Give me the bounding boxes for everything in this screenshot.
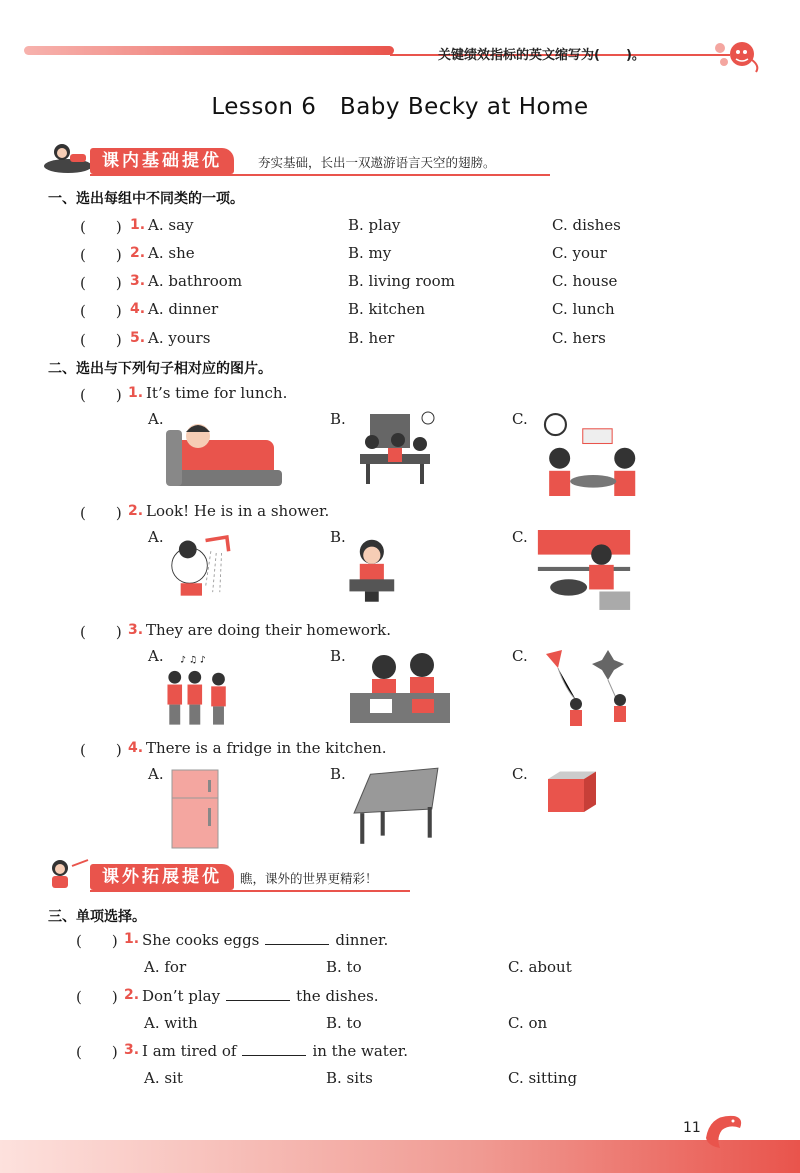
question-number: 3. <box>130 273 146 289</box>
answer-blank[interactable]: ( ) <box>76 1043 118 1061</box>
answer-blank[interactable]: ( ) <box>80 246 122 264</box>
option-b: B. kitchen <box>348 300 426 318</box>
sentence-end: the dishes. <box>296 987 379 1005</box>
question-number: 2. <box>128 503 144 519</box>
sentence-start: Don’t play <box>142 987 221 1005</box>
footer-band <box>0 1140 800 1173</box>
part2-heading: 二、选出与下列句子相对应的图片。 <box>48 361 272 377</box>
question-number: 2. <box>124 987 140 1003</box>
option-a-label: A. <box>148 410 164 428</box>
section-underline <box>90 174 550 176</box>
kid-mascot-icon <box>42 856 94 892</box>
dolphin-icon <box>700 1108 748 1152</box>
option-a: A. dinner <box>148 300 219 318</box>
part1-heading: 一、选出每组中不同类的一项。 <box>48 191 244 207</box>
option-b-label: B. <box>330 765 346 783</box>
sentence-start: She cooks eggs <box>142 931 260 949</box>
kids-eating-lunch-picture[interactable] <box>540 412 636 496</box>
box-picture[interactable] <box>536 770 608 830</box>
answer-blank[interactable]: ( ) <box>80 331 122 349</box>
family-dinner-picture[interactable] <box>350 408 440 492</box>
answer-blank[interactable]: ( ) <box>80 274 122 292</box>
option-b-label: B. <box>330 528 346 546</box>
question-sentence: It’s time for lunch. <box>146 384 288 402</box>
kids-flying-kites-picture[interactable] <box>536 650 640 730</box>
question-number: 1. <box>128 385 144 401</box>
answer-blank[interactable]: ( ) <box>80 504 122 522</box>
option-b-label: B. <box>330 410 346 428</box>
question-sentence <box>142 1041 408 1060</box>
option-b: B. to <box>326 1014 362 1032</box>
option-b: B. play <box>348 216 401 234</box>
answer-blank[interactable]: ( ) <box>80 302 122 320</box>
kid-mascot-icon <box>42 140 94 176</box>
option-b: B. to <box>326 958 362 976</box>
option-c: C. on <box>508 1014 548 1032</box>
fridge-picture[interactable] <box>168 766 224 850</box>
boy-in-bed-picture[interactable] <box>166 408 286 492</box>
header-band <box>24 46 394 55</box>
question-number: 4. <box>128 740 144 756</box>
option-a-label: A. <box>148 647 164 665</box>
sentence-end: dinner. <box>335 931 389 949</box>
option-c: C. sitting <box>508 1069 578 1087</box>
answer-blank[interactable]: ( ) <box>80 623 122 641</box>
section-motto-extend: 瞧，课外的世界更精彩！ <box>240 871 378 886</box>
kids-homework-picture[interactable] <box>350 648 454 730</box>
section-banner-extend <box>42 864 422 892</box>
page-number: 11 <box>683 1120 701 1136</box>
option-c: C. lunch <box>552 300 615 318</box>
answer-blank[interactable]: ( ) <box>76 932 118 950</box>
question-sentence <box>142 986 379 1005</box>
question-sentence: There is a fridge in the kitchen. <box>146 739 387 757</box>
header-hint: 关键绩效指标的英文缩写为( )。 <box>438 48 645 63</box>
option-a-label: A. <box>148 765 164 783</box>
answer-blank[interactable]: ( ) <box>80 386 122 404</box>
answer-blank[interactable]: ( ) <box>80 218 122 236</box>
section-label-basic: 课内基础提优 <box>90 148 234 174</box>
option-c: C. dishes <box>552 216 621 234</box>
boy-eating-picture[interactable] <box>346 528 408 610</box>
question-number: 5. <box>130 330 146 346</box>
section-underline <box>90 890 410 892</box>
question-sentence <box>142 930 388 949</box>
option-a: A. sit <box>144 1069 183 1087</box>
fill-blank[interactable] <box>265 930 329 945</box>
option-a: A. yours <box>148 329 211 347</box>
sentence-end: in the water. <box>312 1042 408 1060</box>
option-c: C. house <box>552 272 618 290</box>
question-number: 4. <box>130 301 146 317</box>
page-title: Lesson 6 Baby Becky at Home <box>211 94 589 120</box>
question-number: 1. <box>130 217 146 233</box>
option-c: C. about <box>508 958 572 976</box>
question-number: 3. <box>128 622 144 638</box>
question-sentence: They are doing their homework. <box>146 621 391 639</box>
option-b: B. my <box>348 244 392 262</box>
option-a: A. bathroom <box>148 272 243 290</box>
section-label-extend: 课外拓展提优 <box>90 864 234 890</box>
question-number: 2. <box>130 245 146 261</box>
option-c-label: C. <box>512 647 528 665</box>
option-a-label: A. <box>148 528 164 546</box>
question-sentence: Look! He is in a shower. <box>146 502 330 520</box>
monkey-logo-icon <box>712 38 762 74</box>
answer-blank[interactable]: ( ) <box>76 988 118 1006</box>
section-motto-basic: 夯实基础，长出一双遨游语言天空的翅膀。 <box>258 155 496 170</box>
option-a: A. say <box>148 216 194 234</box>
section-banner-basic <box>42 148 552 176</box>
question-number: 3. <box>124 1042 140 1058</box>
option-a: A. she <box>148 244 195 262</box>
option-b: B. living room <box>348 272 455 290</box>
option-b: B. sits <box>326 1069 373 1087</box>
option-c: C. your <box>552 244 607 262</box>
option-c-label: C. <box>512 528 528 546</box>
option-c-label: C. <box>512 765 528 783</box>
option-a: A. for <box>144 958 187 976</box>
svg-text:♪ ♫ ♪: ♪ ♫ ♪ <box>180 655 206 666</box>
question-number: 1. <box>124 931 140 947</box>
answer-blank[interactable]: ( ) <box>80 741 122 759</box>
table-picture[interactable] <box>350 766 442 848</box>
option-b: B. her <box>348 329 395 347</box>
boy-cooking-picture[interactable] <box>536 530 632 612</box>
kids-singing-picture[interactable] <box>162 650 244 730</box>
baby-shower-picture[interactable] <box>170 528 250 610</box>
option-c: C. hers <box>552 329 606 347</box>
option-a: A. with <box>144 1014 198 1032</box>
option-c-label: C. <box>512 410 528 428</box>
fill-blank[interactable] <box>226 986 290 1001</box>
sentence-start: I am tired of <box>142 1042 237 1060</box>
fill-blank[interactable] <box>242 1041 306 1056</box>
option-b-label: B. <box>330 647 346 665</box>
part3-heading: 三、单项选择。 <box>48 909 146 925</box>
